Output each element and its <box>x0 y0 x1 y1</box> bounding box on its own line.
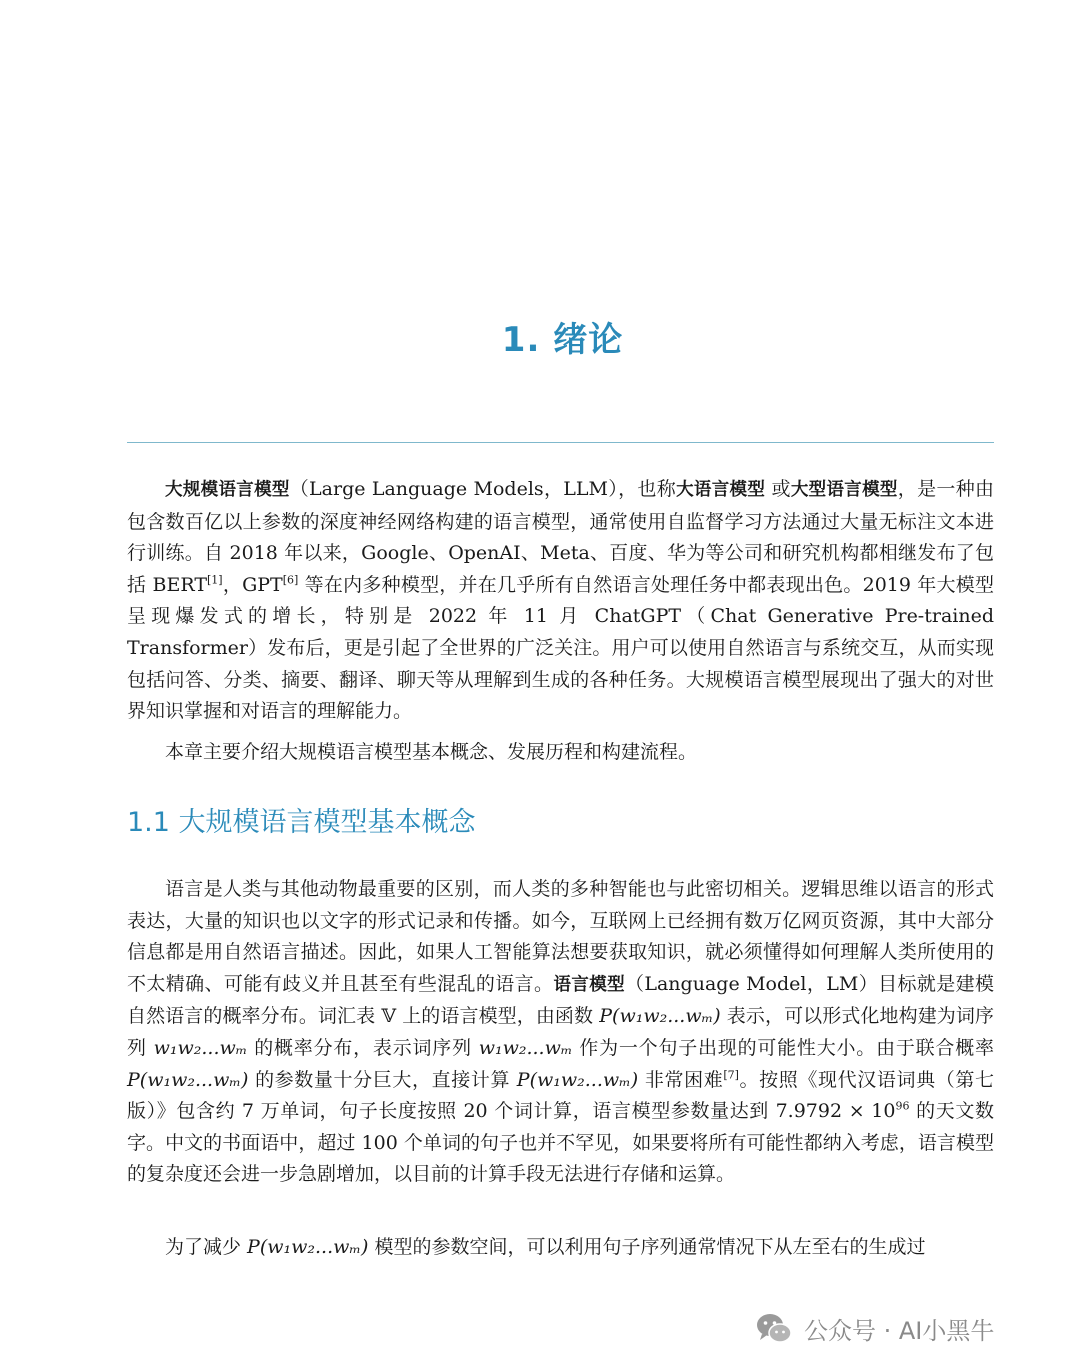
citation-ref[interactable]: [1] <box>207 573 223 587</box>
text-run: 作为一个句子出现的可能性大小。由于联合概率 <box>572 1036 994 1059</box>
exponent: 96 <box>895 1099 910 1113</box>
text-run: 语言是人类与其他动物最重要的区别，而人类的多种智能也与此密切相关。逻辑思维以语言的形式表达，大量的知识也以文字的形式记录和传播。如今，互联网上已经拥有数万亿网页资源，其中大部分信息都是用自然语言描述。因此，如果人工智能算法想要获取知识，就必须懂得如何理解人类所使用的不太精确、可能有歧义并且甚至有些混乱的语言。 <box>127 878 994 995</box>
text-run: 表示，可以形式化地构建为词序列 <box>127 1005 994 1059</box>
text-run: 。按照《现代汉语词典（第七版）》包含约 7 万单词，句子长度按照 20 个词计算，语言模型参数量达到 7.9792 × 10 <box>127 1068 994 1123</box>
text-run: 或 <box>765 478 791 500</box>
term-lm: 语言模型 <box>553 974 625 995</box>
intro-paragraph-1 <box>127 474 994 728</box>
formula: P(w₁w₂...wₘ) <box>599 1005 721 1028</box>
text-run: 模型的参数空间，可以利用句子序列通常情况下从左至右的生成过 <box>368 1236 926 1258</box>
text-run: （Language Model，LM）目标就是建模自然语言的概率分布。词汇表 𝕍 上的语言模型，由函数 <box>127 972 995 1028</box>
formula: P(w₁w₂...wₘ) <box>127 1068 249 1091</box>
formula: w₁w₂...wₘ <box>478 1036 573 1059</box>
text-run: 为了减少 <box>165 1236 248 1258</box>
chapter-title: 1. 绪论 <box>501 320 624 360</box>
text-run: （Large Language Models，LLM），也称 <box>289 478 677 500</box>
text-run: 等在内多种模型，并在几乎所有自然语言处理任务中都表现出色。2019 年大模型呈现爆发式的增长，特别是 2022 年 11 月 ChatGPT（Chat Generative Pre-trained Transformer）发布后，更是引起了全世界的广泛关注。用户可以使用自然语言与系统交互，从而实现包括问答、分类、摘要、翻译、聊天等从理解到生成的各种任务。大规模语言模型展现出了强大的对世界知识掌握和对语言的理解能力。 <box>127 573 994 723</box>
section-paragraph-1 <box>127 874 994 1191</box>
text-run: 的天文数字。中文的书面语中，超过 100 个单词的句子也并不罕见，如果要将所有可能性都纳入考虑，语言模型的复杂度还会进一步急剧增加，以目前的计算手段无法进行存储和运算。 <box>127 1100 994 1186</box>
watermark <box>754 1308 994 1348</box>
text-run: 的概率分布，表示词序列 <box>247 1036 479 1059</box>
text-run: ，GPT <box>222 573 283 596</box>
title-divider <box>127 442 994 443</box>
section-title: 1.1 大规模语言模型基本概念 <box>127 807 476 838</box>
term-big-lm: 大型语言模型 <box>790 480 898 500</box>
wechat-icon <box>754 1308 794 1348</box>
intro-paragraph-2: 本章主要介绍大规模语言模型基本概念、发展历程和构建流程。 <box>165 741 698 763</box>
term-large-lm: 大语言模型 <box>676 480 766 500</box>
citation-ref[interactable]: [6] <box>282 573 299 587</box>
text-run: ，是一种由包含数百亿以上参数的深度神经网络构建的语言模型，通常使用自监督学习方法通过大量无标注文本进行训练。自 2018 年以来，Google、OpenAI、Meta、百度、华为等公司和研究机构都相继发布了包括 BERT <box>127 478 995 596</box>
text-run: 非常困难 <box>638 1068 724 1091</box>
text-run: 的参数量十分巨大，直接计算 <box>248 1068 517 1091</box>
formula: P(w₁w₂...wₘ) <box>516 1068 639 1091</box>
term-llm: 大规模语言模型 <box>165 480 290 500</box>
formula: w₁w₂...wₘ <box>153 1036 248 1059</box>
section-paragraph-2 <box>127 1232 994 1264</box>
formula: P(w₁w₂...wₘ) <box>247 1236 369 1258</box>
watermark-text: 公众号 · AI小黑牛 <box>804 1316 995 1345</box>
citation-ref[interactable]: [7] <box>723 1068 739 1082</box>
